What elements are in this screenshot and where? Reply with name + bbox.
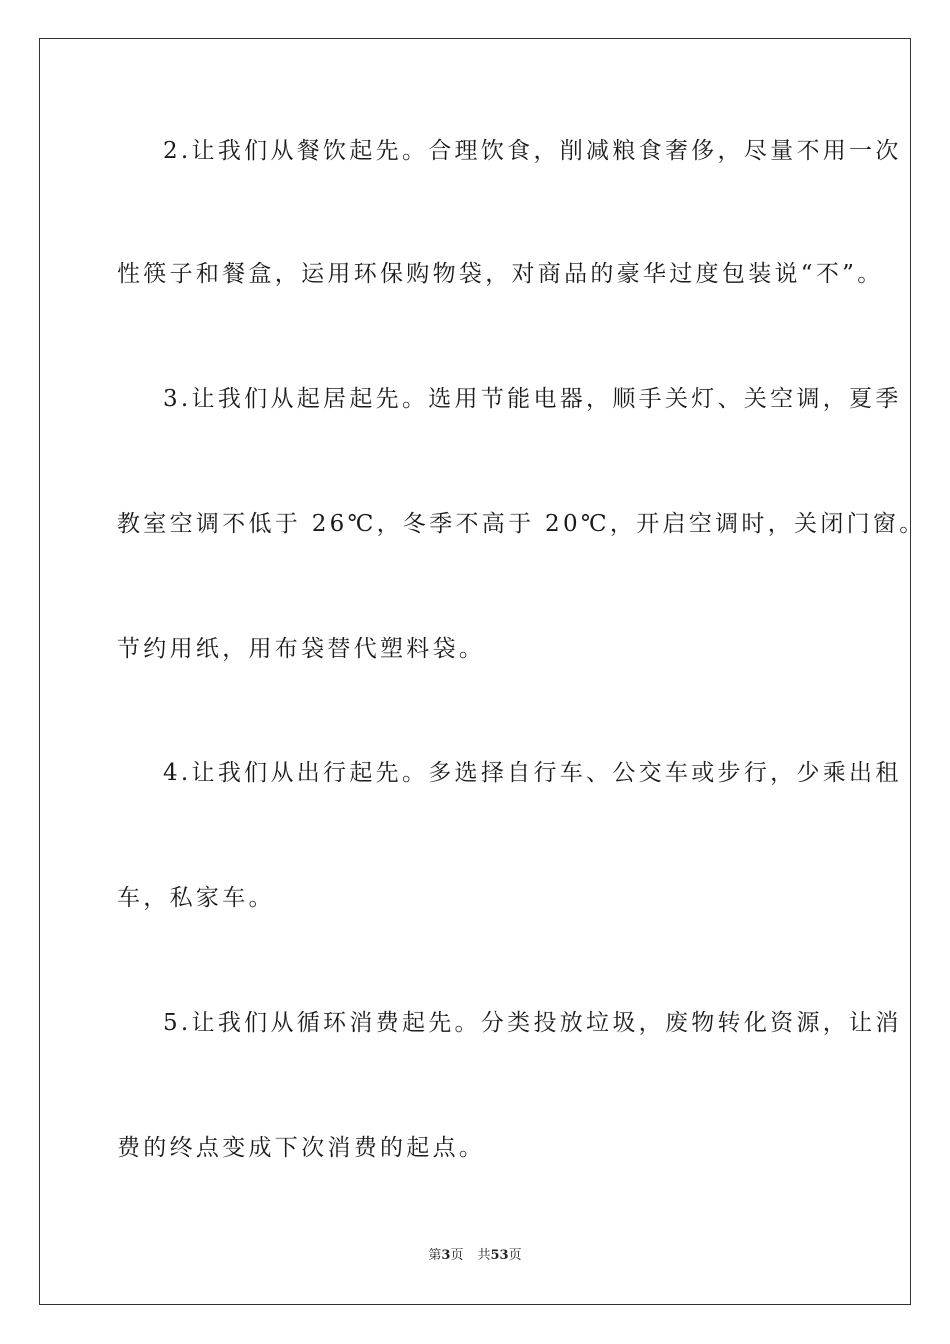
- paragraph-line: 费的终点变成下次消费的起点。: [117, 1135, 486, 1161]
- paragraph-line: 车，私家车。: [117, 885, 275, 911]
- paragraph-line: 5.让我们从循环消费起先。分类投放垃圾，废物转化资源，让消: [163, 1010, 902, 1036]
- page-border: [39, 38, 926, 1305]
- page-footer: [0, 1247, 950, 1265]
- paragraph-line: 2.让我们从餐饮起先。合理饮食，削减粮食奢侈，尽量不用一次: [163, 138, 902, 164]
- total-pages: 53: [490, 1248, 509, 1263]
- page-label-prefix: 第: [428, 1248, 442, 1263]
- total-label-prefix: 共: [477, 1248, 491, 1263]
- total-label-suffix: 页: [508, 1248, 522, 1263]
- paragraph-line: 性筷子和餐盒，运用环保购物袋，对商品的豪华过度包装说“不”。: [117, 261, 884, 287]
- paragraph-line: 4.让我们从出行起先。多选择自行车、公交车或步行，少乘出租: [163, 760, 902, 786]
- paragraph-line: 教室空调不低于 26℃，冬季不高于 20℃，开启空调时，关闭门窗。: [117, 511, 926, 537]
- paragraph-line: 节约用纸，用布袋替代塑料袋。: [117, 636, 486, 662]
- page-number: 3: [441, 1248, 451, 1263]
- paragraph-line: 3.让我们从起居起先。选用节能电器，顺手关灯、关空调，夏季: [163, 386, 902, 412]
- page-label-suffix: 页: [450, 1248, 464, 1263]
